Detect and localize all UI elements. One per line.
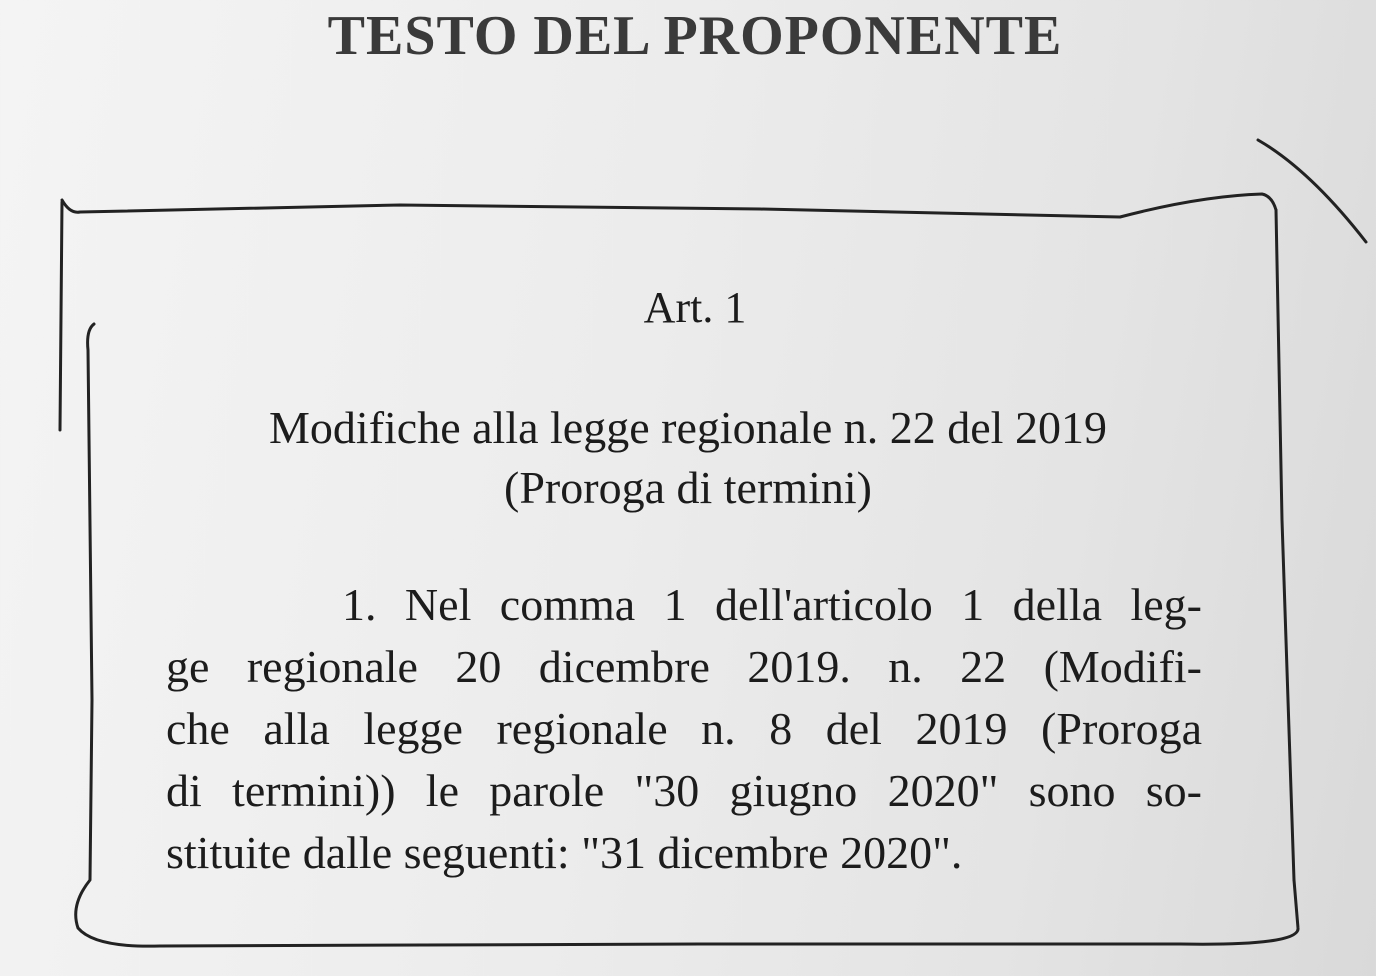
article-body: [166, 574, 1202, 884]
frame-top-line: [62, 194, 1276, 217]
article-subtitle-line: (Proroga di termini): [504, 462, 872, 513]
body-line: ge regionale 20 dicembre 2019. n. 22 (Modifi-: [166, 641, 1202, 692]
body-line: che alla legge regionale n. 8 del 2019 (Proroga: [166, 703, 1202, 754]
body-line: stituite dalle seguenti: "31 dicembre 2020".: [166, 827, 963, 878]
article-title: [0, 398, 1376, 518]
article-title-line: Modifiche alla legge regionale n. 22 del 2019: [269, 402, 1107, 453]
document-heading: TESTO DEL PROPONENTE: [327, 5, 1063, 67]
body-line: 1. Nel comma 1 dell'articolo 1 della leg-: [342, 579, 1202, 630]
body-line: di termini)) le parole "30 giugno 2020" sono so-: [166, 765, 1202, 816]
frame-corner-flourish: [1258, 140, 1366, 242]
article-number: Art. 1: [643, 283, 747, 332]
